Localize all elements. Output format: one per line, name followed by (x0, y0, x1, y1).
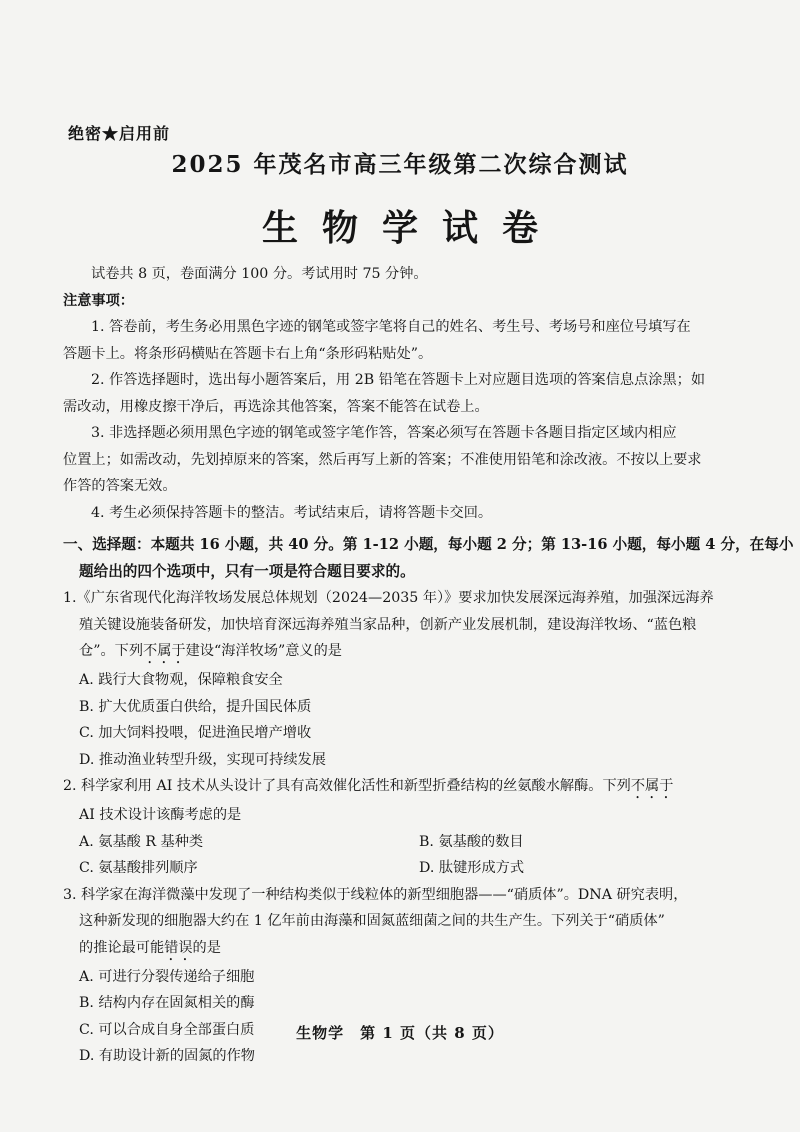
question-1: 1.《广东省现代化海洋牧场发展总体规划（2024—2035 年）》要求加快发展深远海养殖，加强深远海养 殖关键设施装备研发，加快培育深远海养殖当家品种，创新产业发展机制，建设海洋牧场、“蓝色粮 仓”。下列不属于建设“海洋牧场”意义的是 A. 践行大食物观，保障粮食安全 B. 扩大优质蛋白供给，提升国民体质 C. 加大饲料投喂，促进渔民增产增收 D. 推动渔业转型升级，实现可持续发展 (63, 585, 743, 773)
note-item: 1. 答卷前，考生务必用黑色字迹的钢笔或签字笔将自己的姓名、考生号、考场号和座位号填写在 答题卡上。将条形码横贴在答题卡右上角“条形码粘贴处”。 (63, 319, 691, 362)
intro-line: 试卷共 8 页，卷面满分 100 分。考试用时 75 分钟。 (91, 266, 428, 282)
question-2: 2. 科学家利用 AI 技术从头设计了具有高效催化活性和新型折叠结构的丝氨酸水解酶。下列不属于 AI 技术设计该酶考虑的是 A. 氨基酸 R 基种类 B. 氨基酸的数目 C. 氨基酸排列顺序 D. 肽键形成方式 (63, 773, 743, 882)
option-b: B. 扩大优质蛋白供给，提升国民体质 (79, 698, 312, 715)
option-d: D. 肽键形成方式 (419, 860, 525, 876)
page-body (63, 261, 794, 1070)
page-footer: 生物学 第 1 页（共 8 页） (296, 1024, 504, 1042)
option-a: A. 践行大食物观，保障粮食安全 (79, 672, 283, 688)
option-c: C. 可以合成自身全部蛋白质 (79, 1021, 255, 1038)
subject-title: 生物学试卷 (261, 207, 562, 249)
emphasis-text: 不属于 (143, 643, 186, 659)
option-a: A. 氨基酸 R 基种类 (79, 833, 204, 850)
confidential-mark: 绝密★启用前 (68, 124, 171, 143)
section-header: 一、选择题：本题共 16 小题，共 40 分。第 1-12 小题，每小题 2 分；第 13-16 小题，每小题 4 分，在每小 题给出的四个选项中，只有一项是符合题目要求的。 (63, 536, 794, 580)
option-b: B. 氨基酸的数目 (419, 833, 524, 850)
option-c: C. 氨基酸排列顺序 (79, 860, 198, 876)
emphasis-text: 不属于 (630, 778, 674, 794)
option-a: A. 可进行分裂传递给子细胞 (79, 968, 255, 985)
emphasis-text: 错误 (164, 939, 193, 956)
question-3: 3. 科学家在海洋微藻中发现了一种结构类似于线粒体的新型细胞器——“硝质体”。DNA 研究表明， 这种新发现的细胞器大约在 1 亿年前由海藻和固氮蓝细菌之间的共生产生。下列关于“硝质体” 的推论最可能错误的是 A. 可进行分裂传递给子细胞 B. 结构内存在固氮相关的酶 C. 可以合成自身全部蛋白质 D. 有助设计新的固氮的作物 (63, 882, 743, 1070)
note-item: 3. 非选择题必须用黑色字迹的钢笔或签字笔作答，答案必须写在答题卡各题目指定区域内相应 位置上；如需改动，先划掉原来的答案，然后再写上新的答案；不准使用铅笔和涂改液。不按以上要求 作答的答案无效。 (63, 425, 702, 494)
note-item: 2. 作答选择题时，选出每小题答案后，用 2B 铅笔在答题卡上对应题目选项的答案信息点涂黑；如 需改动，用橡皮擦干净后，再选涂其他答案，答案不能答在试卷上。 (63, 372, 706, 415)
option-c: C. 加大饲料投喂，促进渔民增产增收 (79, 725, 312, 741)
note-item: 4. 考生必须保持答题卡的整洁。考试结束后，请将答题卡交回。 (91, 504, 493, 521)
option-d: D. 有助设计新的固氮的作物 (79, 1048, 255, 1064)
exam-title: 2025 年茂名市高三年级第二次综合测试 (171, 151, 629, 178)
notes-title: 注意事项： (63, 292, 134, 309)
option-b: B. 结构内存在固氮相关的酶 (79, 995, 255, 1011)
option-d: D. 推动渔业转型升级，实现可持续发展 (79, 751, 326, 768)
